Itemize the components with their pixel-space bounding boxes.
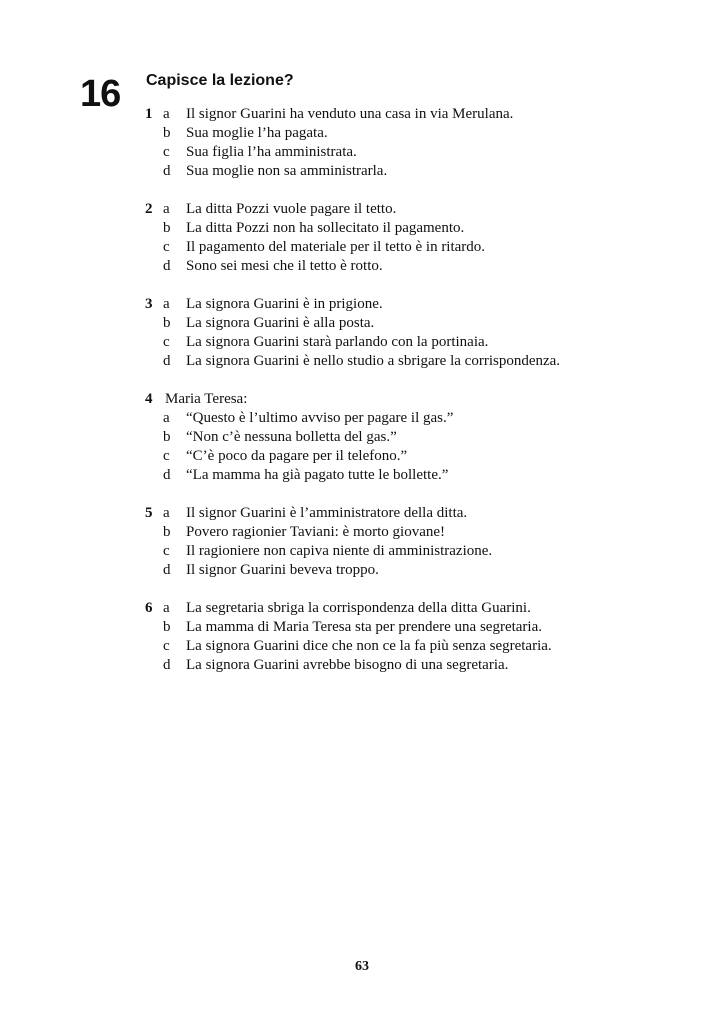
unit-title: Capisce la lezione? [146,72,294,89]
option-4-c [0,447,724,466]
option-text: Il signor Guarini ha venduto una casa in via Merulana. [186,106,514,122]
option-text: La mamma di Maria Teresa sta per prendere una segretaria. [186,619,543,635]
option-text: “La mamma ha già pagato tutte le bollette.” [186,467,449,483]
option-5-c [0,542,724,561]
option-text: La ditta Pozzi non ha sollecitato il pagamento. [186,220,465,236]
question-number: 6 [145,600,153,616]
question-2 [0,200,724,276]
option-1-c [0,143,724,162]
option-text: Il ragioniere non capiva niente di amministrazione. [186,543,493,559]
option-text: Sua figlia l’ha amministrata. [186,144,357,160]
option-text: Sua moglie l’ha pagata. [186,125,328,141]
option-text: La signora Guarini dice che non ce la fa più senza segretaria. [186,638,552,654]
option-letter: a [163,600,170,616]
page-number: 63 [355,959,369,974]
option-1-a [0,105,724,124]
option-4-b [0,428,724,447]
option-2-d [0,257,724,276]
option-letter: c [163,144,170,160]
option-1-b [0,124,724,143]
option-letter: a [163,201,170,217]
option-text: La signora Guarini starà parlando con la portinaia. [186,334,489,350]
unit-number: 16 [80,73,121,115]
option-6-c [0,637,724,656]
option-letter: a [163,106,170,122]
option-letter: d [163,562,171,578]
option-letter: d [163,163,171,179]
option-text: La ditta Pozzi vuole pagare il tetto. [186,201,397,217]
option-text: Povero ragionier Taviani: è morto giovane! [186,524,446,540]
option-letter: b [163,125,171,141]
option-letter: d [163,467,171,483]
question-6 [0,599,724,675]
option-3-c [0,333,724,352]
question-1 [0,105,724,181]
option-4-a [0,409,724,428]
question-number: 2 [145,201,153,217]
option-letter: c [163,239,170,255]
question-4 [0,390,724,485]
option-letter: b [163,619,171,635]
option-6-d [0,656,724,675]
option-letter: d [163,353,171,369]
option-5-a [0,504,724,523]
option-text: La signora Guarini è nello studio a sbrigare la corrispondenza. [186,353,561,369]
option-letter: d [163,258,171,274]
option-text: “Questo è l’ultimo avviso per pagare il gas.” [186,410,454,426]
option-4-d [0,466,724,485]
option-text: Il pagamento del materiale per il tetto è in ritardo. [186,239,486,255]
question-number: 4 [145,391,153,407]
option-2-a [0,200,724,219]
option-6-a [0,599,724,618]
option-letter: a [163,410,170,426]
option-3-a [0,295,724,314]
question-5 [0,504,724,580]
question-number: 1 [145,106,153,122]
option-text: Il signor Guarini è l’amministratore della ditta. [186,505,468,521]
option-5-b [0,523,724,542]
option-letter: c [163,448,170,464]
option-letter: c [163,543,170,559]
option-letter: b [163,524,171,540]
option-letter: d [163,657,171,673]
question-line [0,390,724,409]
question-list [0,105,724,694]
option-5-d [0,561,724,580]
option-letter: b [163,429,171,445]
option-text: “C’è poco da pagare per il telefono.” [186,448,408,464]
option-text: La segretaria sbriga la corrispondenza della ditta Guarini. [186,600,531,616]
question-3 [0,295,724,371]
option-letter: c [163,334,170,350]
question-number: 3 [145,296,153,312]
option-letter: b [163,315,171,331]
option-text: “Non c’è nessuna bolletta del gas.” [186,429,397,445]
option-2-b [0,219,724,238]
option-letter: c [163,638,170,654]
option-text: La signora Guarini avrebbe bisogno di una segretaria. [186,657,509,673]
option-letter: a [163,296,170,312]
option-3-d [0,352,724,371]
option-letter: b [163,220,171,236]
option-text: La signora Guarini è in prigione. [186,296,383,312]
question-stem: Maria Teresa: [165,391,248,407]
option-letter: a [163,505,170,521]
option-3-b [0,314,724,333]
option-text: Sono sei mesi che il tetto è rotto. [186,258,383,274]
option-2-c [0,238,724,257]
option-text: La signora Guarini è alla posta. [186,315,375,331]
option-text: Il signor Guarini beveva troppo. [186,562,379,578]
option-text: Sua moglie non sa amministrarla. [186,163,388,179]
option-6-b [0,618,724,637]
option-1-d [0,162,724,181]
question-number: 5 [145,505,153,521]
